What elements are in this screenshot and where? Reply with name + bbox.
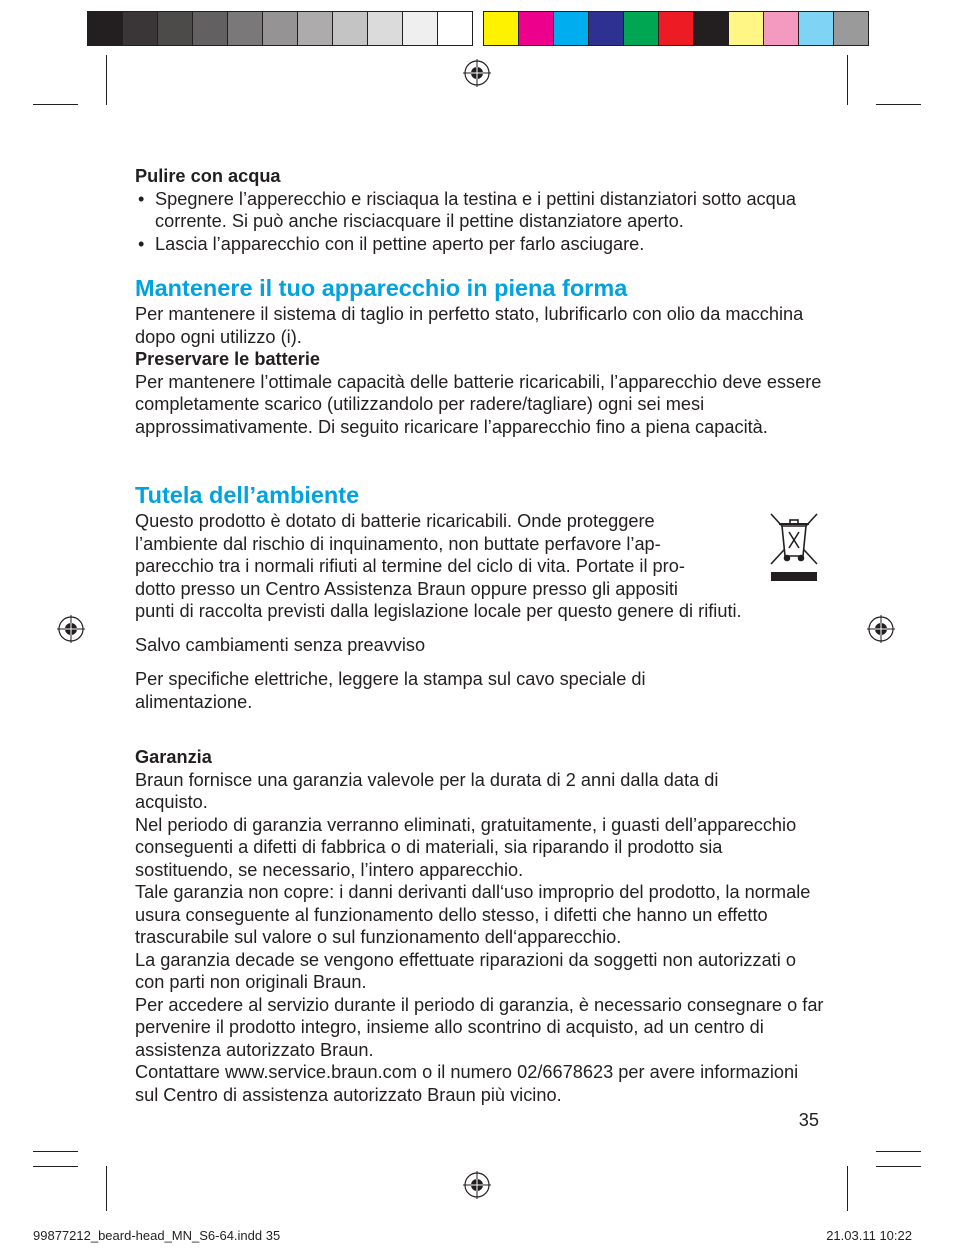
warranty-paragraph: Braun fornisce una garanzia valevole per la durata di 2 anni dalla data di acquisto.: [135, 769, 719, 812]
weee-crossed-bin-icon: [768, 512, 820, 584]
environment-line: punti di raccolta previsti dalla legislazione locale per questo genere di rifiuti.: [135, 601, 742, 621]
gray-swatch: [122, 11, 158, 46]
warranty-section: [135, 746, 825, 1106]
color-swatch: [833, 11, 869, 46]
color-swatch: [728, 11, 764, 46]
bullet-symbol: •: [138, 188, 145, 209]
batteries-text: Per mantenere l’ottimale capacità delle batterie ricaricabili, l’apparecchio deve essere completamente scarico (utilizzandolo per radere/tagliare) ogni sei mesi approssimativamente. Di seguito ricaricare l’apparecchio fino a piena capacità.: [135, 371, 822, 437]
registration-mark-icon: [462, 58, 492, 88]
footer-date: 21.03.11 10:22: [826, 1228, 912, 1243]
footer-file: 99877212_beard-head_MN_S6-64.indd 35: [33, 1228, 281, 1243]
gray-swatch: [262, 11, 298, 46]
gray-swatch: [437, 11, 473, 46]
gray-swatch: [297, 11, 333, 46]
registration-mark-icon: [462, 1170, 492, 1200]
batteries-heading: Preservare le batterie: [135, 349, 321, 369]
clean-heading: Pulire con acqua: [135, 166, 281, 186]
gray-swatch: [157, 11, 193, 46]
environment-line: l’ambiente dal rischio di inquinamento, non buttate perfavore l’ap-: [135, 533, 661, 554]
gray-swatch: [192, 11, 228, 46]
color-swatch: [798, 11, 834, 46]
bullet-text: Lascia l’apparecchio con il pettine aperto per farlo asciugare.: [155, 233, 645, 254]
bullet-text: Spegnere l’apperecchio e risciaqua la testina e i pettini distanziatori sotto acqua corrente. Si può anche risciacquare il pettine distanziatore aperto.: [155, 188, 796, 231]
bullet-symbol: •: [138, 233, 145, 254]
gray-swatch: [402, 11, 438, 46]
maintain-section: [135, 273, 825, 438]
environment-heading: Tutela dell’ambiente: [135, 482, 360, 508]
gray-swatch: [332, 11, 368, 46]
color-swatch: [623, 11, 659, 46]
maintain-heading: Mantenere il tuo apparecchio in piena forma: [135, 275, 628, 301]
color-swatch: [693, 11, 729, 46]
environment-line: parecchio tra i normali rifiuti al termine del ciclo di vita. Portate il pro-: [135, 556, 685, 576]
environment-text: [135, 510, 825, 623]
electrical-text: Per specifiche elettriche, leggere la stampa sul cavo speciale di alimentazione.: [135, 669, 646, 712]
color-swatch: [553, 11, 589, 46]
gray-swatch: [227, 11, 263, 46]
warranty-paragraph: Tale garanzia non copre: i danni derivanti dall‘uso improprio del prodotto, la normale usura conseguente al funzionamento dello stesso, i difetti che hanno un effetto trascurabile sul valore o sul funzionamento dell‘apparecchio.: [135, 882, 811, 947]
environment-line: dotto presso un Centro Assistenza Braun oppure presso gli appositi: [135, 578, 678, 599]
color-swatch: [658, 11, 694, 46]
color-swatch: [483, 11, 519, 46]
gray-swatch: [87, 11, 123, 46]
changes-text: Salvo cambiamenti senza preavviso: [135, 635, 426, 655]
warranty-paragraph: Per accedere al servizio durante il periodo di garanzia, è necessario consegnare o far pervenire il prodotto integro, insieme allo scontrino di acquisto, ad un centro di assistenza autorizzato Braun.: [135, 994, 824, 1060]
page-number: 35: [798, 1110, 819, 1130]
maintain-text: Per mantenere il sistema di taglio in perfetto stato, lubrificarlo con olio da macchina dopo ogni utilizzo (i).: [135, 304, 804, 347]
environment-line: Questo prodotto è dotato di batterie ricaricabili. Onde proteggere: [135, 511, 655, 531]
registration-mark-icon: [56, 614, 86, 644]
clean-bullet-1: [135, 188, 825, 233]
warranty-paragraph: Contattare www.service.braun.com o il numero 02/6678623 per avere informazioni sul Centro di assistenza autorizzato Braun più vicino.: [135, 1062, 799, 1105]
warranty-paragraph: Nel periodo di garanzia verranno eliminati, gratuitamente, i guasti dell’apparecchio conseguenti a difetti di fabbrica o di materiali, sia riparando il prodotto sia sostituendo, se necessario, l’intero apparecchio.: [135, 814, 797, 880]
color-swatch: [588, 11, 624, 46]
environment-section: [135, 480, 825, 623]
color-swatch: [518, 11, 554, 46]
gray-swatch: [367, 11, 403, 46]
registration-mark-icon: [866, 614, 896, 644]
clean-section: [135, 165, 825, 255]
warranty-paragraph: La garanzia decade se vengono effettuate riparazioni da soggetti non autorizzati o con parti non originali Braun.: [135, 949, 796, 992]
warranty-heading: Garanzia: [135, 747, 212, 767]
color-swatch: [763, 11, 799, 46]
notice-changes: [135, 634, 825, 657]
notice-electrical: [135, 668, 735, 713]
clean-bullet-2: [135, 233, 825, 256]
